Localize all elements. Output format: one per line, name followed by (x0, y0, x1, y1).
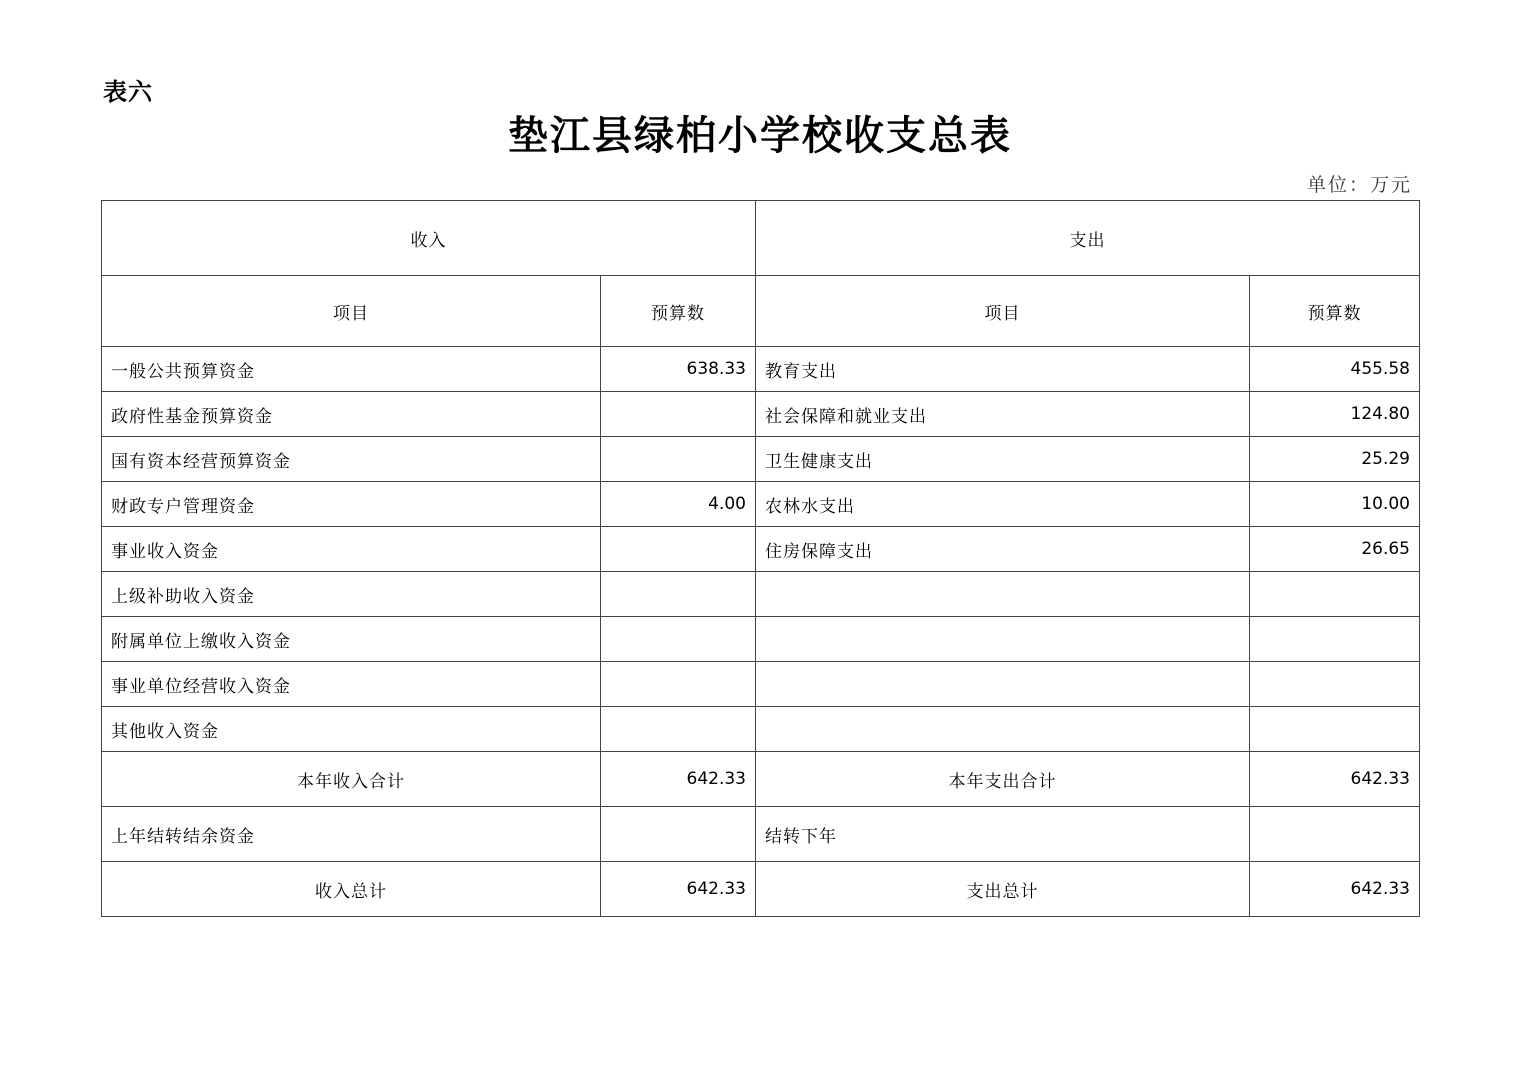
expense-item: 住房保障支出 (756, 527, 1250, 572)
income-item: 事业单位经营收入资金 (102, 662, 601, 707)
expense-item (756, 707, 1250, 752)
income-amount (601, 527, 756, 572)
expense-item: 农林水支出 (756, 482, 1250, 527)
column-header-row (102, 276, 1420, 347)
income-amount: 642.33 (601, 752, 756, 807)
income-budget-header: 预算数 (601, 276, 756, 347)
expense-amount (1250, 662, 1420, 707)
table-row (102, 482, 1420, 527)
income-item-header: 项目 (102, 276, 601, 347)
expense-label: 支出总计 (756, 862, 1250, 917)
grand-total-row (102, 862, 1420, 917)
income-item: 附属单位上缴收入资金 (102, 617, 601, 662)
table-row (102, 392, 1420, 437)
income-item: 其他收入资金 (102, 707, 601, 752)
expense-header: 支出 (756, 201, 1420, 276)
table-row (102, 572, 1420, 617)
expense-label: 本年支出合计 (756, 752, 1250, 807)
expense-amount (1250, 572, 1420, 617)
income-amount (601, 572, 756, 617)
page-title: 垫江县绿柏小学校收支总表 (508, 112, 1012, 159)
expense-item: 社会保障和就业支出 (756, 392, 1250, 437)
section-header-row (102, 201, 1420, 276)
carry-over-row (102, 807, 1420, 862)
expense-amount (1250, 707, 1420, 752)
income-amount (601, 662, 756, 707)
table-row (102, 662, 1420, 707)
expense-item (756, 572, 1250, 617)
income-amount (601, 807, 756, 862)
income-amount (601, 707, 756, 752)
table-row (102, 437, 1420, 482)
expense-item (756, 617, 1250, 662)
table-row (102, 527, 1420, 572)
income-label: 本年收入合计 (102, 752, 601, 807)
expense-item-header: 项目 (756, 276, 1250, 347)
income-item: 财政专户管理资金 (102, 482, 601, 527)
income-label: 上年结转结余资金 (102, 807, 601, 862)
income-amount: 4.00 (601, 482, 756, 527)
table-row (102, 617, 1420, 662)
expense-amount: 26.65 (1250, 527, 1420, 572)
expense-amount: 642.33 (1250, 862, 1420, 917)
income-header: 收入 (102, 201, 756, 276)
income-item: 上级补助收入资金 (102, 572, 601, 617)
expense-amount: 455.58 (1250, 347, 1420, 392)
unit-label: 单位：万元 (1306, 174, 1412, 196)
income-amount (601, 392, 756, 437)
income-item: 政府性基金预算资金 (102, 392, 601, 437)
income-amount: 638.33 (601, 347, 756, 392)
year-total-row (102, 752, 1420, 807)
expense-amount: 124.80 (1250, 392, 1420, 437)
expense-item (756, 662, 1250, 707)
expense-amount (1250, 807, 1420, 862)
expense-amount: 642.33 (1250, 752, 1420, 807)
expense-item: 卫生健康支出 (756, 437, 1250, 482)
table-row (102, 707, 1420, 752)
expense-budget-header: 预算数 (1250, 276, 1420, 347)
income-amount: 642.33 (601, 862, 756, 917)
income-amount (601, 437, 756, 482)
income-label: 收入总计 (102, 862, 601, 917)
table-row (102, 347, 1420, 392)
expense-label: 结转下年 (756, 807, 1250, 862)
table-label: 表六 (103, 78, 153, 106)
expense-item: 教育支出 (756, 347, 1250, 392)
expense-amount: 25.29 (1250, 437, 1420, 482)
income-item: 国有资本经营预算资金 (102, 437, 601, 482)
budget-table (101, 200, 1420, 917)
income-item: 一般公共预算资金 (102, 347, 601, 392)
expense-amount (1250, 617, 1420, 662)
income-amount (601, 617, 756, 662)
expense-amount: 10.00 (1250, 482, 1420, 527)
income-item: 事业收入资金 (102, 527, 601, 572)
